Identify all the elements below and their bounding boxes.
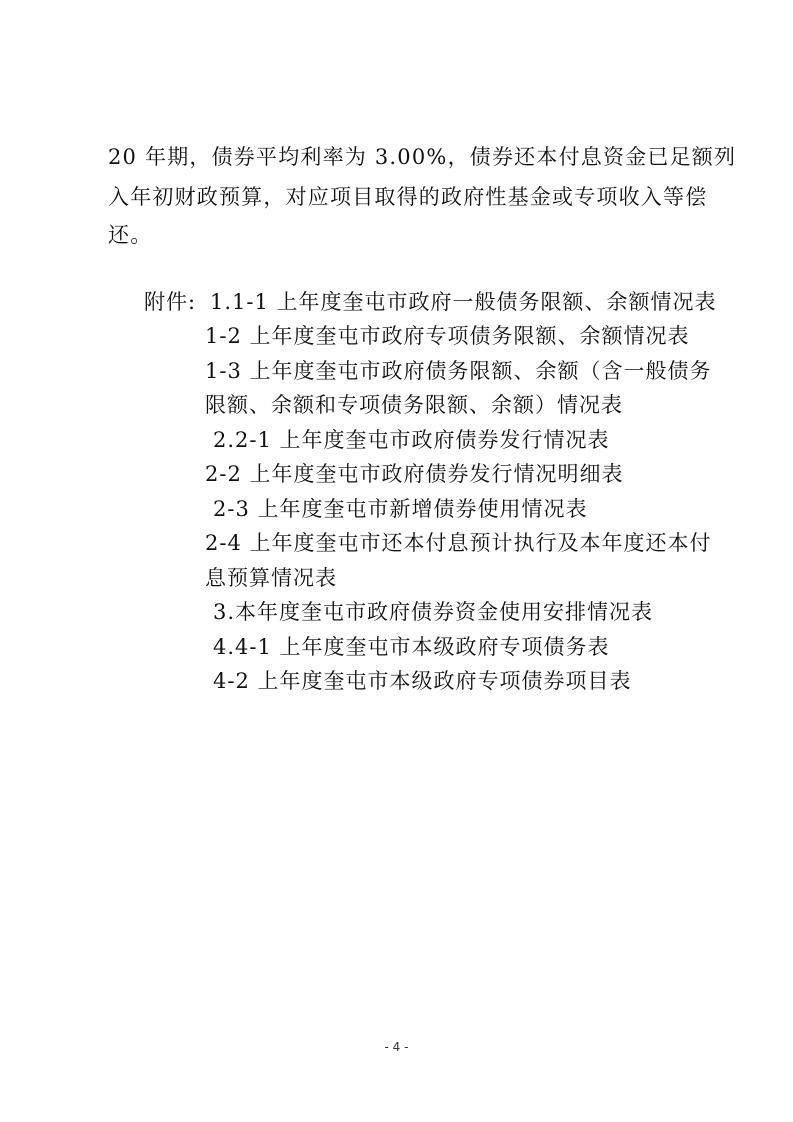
paragraph-line: 还。 [108,223,153,247]
attachment-item-continuation: 限额、余额和专项债务限额、余额）情况表 [205,393,623,417]
attachment-item: 2-4 上年度奎屯市还本付息预计执行及本年度还本付 [205,531,712,555]
attachment-item: 1.1-1 上年度奎屯市政府一般债务限额、余额情况表 [210,290,717,314]
attachment-item: 1-3 上年度奎屯市政府债务限额、余额（含一般债务 [205,359,712,383]
attachments-label: 附件: [144,290,197,314]
attachment-item: 4.4-1 上年度奎屯市本级政府专项债务表 [213,635,610,659]
attachment-item: 3.本年度奎屯市政府债券资金使用安排情况表 [213,600,654,624]
paragraph-line: 入年初财政预算，对应项目取得的政府性基金或专项收入等偿 [108,185,708,209]
paragraph-line: 20 年期，债券平均利率为 3.00%，债券还本付息资金已足额列 [108,145,737,169]
attachment-item: 1-2 上年度奎屯市政府专项债务限额、余额情况表 [205,324,690,348]
page-number: - 4 - [384,1040,409,1054]
attachment-item-continuation: 息预算情况表 [205,566,337,590]
attachment-item: 2-2 上年度奎屯市政府债券发行情况明细表 [205,462,624,486]
attachment-item: 2-3 上年度奎屯市新增债券使用情况表 [213,497,588,521]
attachment-item: 4-2 上年度奎屯市本级政府专项债券项目表 [213,669,632,693]
attachment-item: 2.2-1 上年度奎屯市政府债券发行情况表 [213,428,610,452]
